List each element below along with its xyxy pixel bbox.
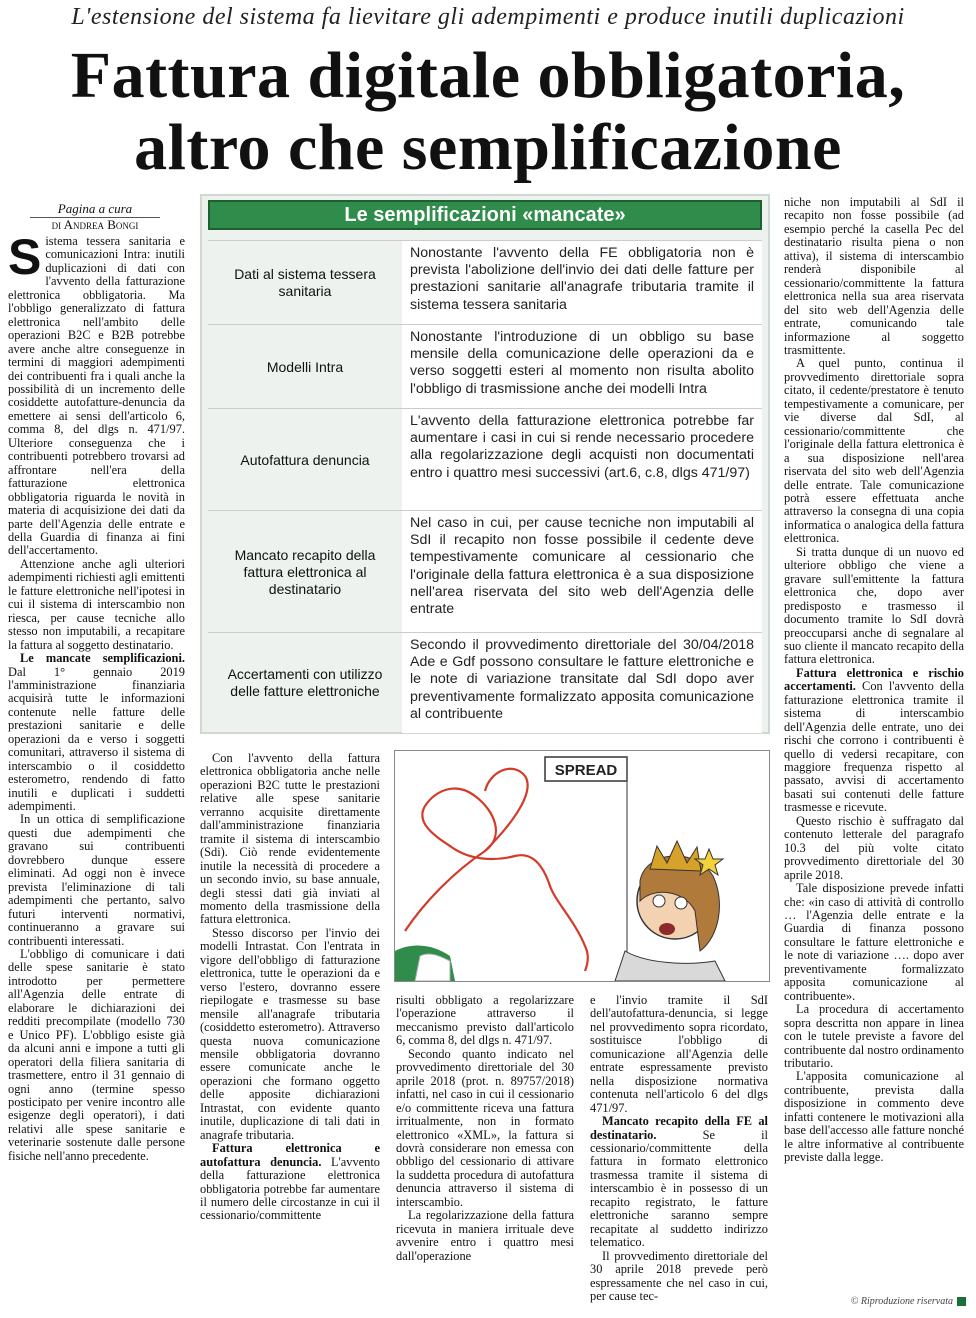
row-text: Secondo il provvedimento direttoriale del 30/04/2018 Ade e Gdf possono consultare le fatture elettroniche e le note di variazione transitate dal SdI dopo aver preventivamente formalizzato apposita comunicazione al contribuente [402,633,762,733]
table-row [208,632,762,733]
paragraph [590,1115,768,1250]
row-text: L'avvento della fatturazione elettronica potrebbe far aumentare i casi in cui si rende necessario procedere alla regolarizzazione degli acquisti non documentati entro i quattro mesi successivi (art.6, c.8, dlgs 471/97) [402,409,762,511]
character-eye [675,897,687,909]
row-label: Mancato recapito della fattura elettronica al destinatario [234,546,376,597]
table-row [208,324,762,409]
kicker: L'estensione del sistema fa lievitare gli adempimenti e produce inutili duplicazioni [71,4,905,30]
paragraph: Tale disposizione prevede infatti che: «in caso di attività di controllo … l'Agenzia delle entrate e la Guardia di finanza possono consultare le fatture elettroniche e le note di variazione …. dopo aver preventivamente formalizzato apposita comunicazione al contribuente». [784,881,964,1003]
row-label: Accertamenti con utilizzo delle fatture elettroniche [227,666,383,699]
paragraph-text: L'avvento della fatturazione elettronica obbligatoria potrebbe far aumentare il numero delle circostanze in cui il cessionario/committente [200,1154,380,1223]
drop-cap: S [8,235,42,285]
section-heading: Fattura elettronica e autofattura denuncia. [200,1141,380,1169]
paragraph: risulti obbligato a regolarizzare l'operazione attraverso il meccanismo previsto dall'articolo 6, comma 8, del dlgs n. 471/97. [396,994,574,1048]
paragraph: Si tratta dunque di un nuovo ed ulteriore obbligo che viene a gravare sull'emittente la fattura elettronica che, dopo aver predisposto e trasmesso il documento tramite lo SdI dovrà preoccuparsi anche di segnalare al suo cliente il mancato recapito della fattura elettronica. [784,544,964,667]
article-column-3 [396,994,574,1308]
paragraph [200,1142,380,1223]
paragraph: Il provvedimento direttoriale del 30 aprile 2018 prevede però espressamente che nel caso in cui, per cause tec- [590,1248,768,1303]
byline-label: Pagina a cura [30,202,160,218]
table-row [208,510,762,633]
row-label: Modelli Intra [266,358,344,375]
article-column-1 [8,235,185,1311]
headline-line-2: altro che semplificazione [134,111,842,184]
article-column-4 [590,994,768,1308]
paragraph: La regolarizzazione della fattura ricevuta in maniera irrituale deve avvenire entro i quattro mesi dall'operazione [396,1208,574,1263]
row-text: Nonostante l'introduzione di un obbligo su base mensile della comunicazione delle operazioni da e verso soggetti esteri al momento non risulta abolito l'obbligo di trasmissione anche dei modelli Intra [402,325,762,409]
section-heading: Le mancate semplificazioni. [20,651,185,666]
paragraph: A quel punto, continua il provvedimento direttoriale sopra citato, il cedente/prestatore è tenuto tempestivamente a comunicare, per vie diverse dal SdI, al cessionario/committente che l'originale della fattura elettronica è a sua disposizione nell'area riservata del sito web dell'Agenzia delle entrate. Tale comunicazione potrà essere effettuata anche attraverso la consegna di una copia informatica o analogica della fattura elettronica. [784,356,964,546]
paragraph: Attenzione anche agli ulteriori adempimenti richiesti agli emittenti le fatture elettroniche nell'ipotesi in cui il sistema di interscambio non riesca, per cause tecniche allo stesso non imputabili, a recapitare la fattura al soggetto destinatario. [8,556,185,652]
paragraph: La procedura di accertamento sopra descritta non appare in linea con le tutele previste a favore del contribuente dal nostro ordinamento tributario. [784,1002,964,1070]
spread-line [405,789,588,971]
spread-line-loop [485,769,528,851]
row-text: Nel caso in cui, per cause tecniche non imputabili al SdI il recapito non fosse possibile il cedente deve tempestivamente comunicare al cessionario che l'originale della fattura elettronica è a sua disposizione nell'area riservata del sito web dell'Agenzia delle entrate [402,511,762,633]
paragraph-text: Se il cessionario/committente della fattura in formato elettronico trasmessa tramite il sistema di interscambio è in possesso di un recapito registrato, le fatture elettroniche saranno sempre recapitate al suddetto indirizzo telematico. [590,1127,768,1250]
character-body [615,951,725,981]
character-eye [653,895,665,907]
section-heading: Fattura elettronica e rischio accertamenti. [784,665,964,694]
row-label: Dati al sistema tessera sanitaria [234,266,376,299]
paragraph: L'obbligo di comunicare i dati delle spese sanitarie è stato introdotto per permettere all'Agenzia delle entrate di elaborare le dichiarazioni dei redditi precompilate (modello 730 e Unico PF). L'obbligo esiste già da alcuni anni e impone a tutti gli operatori della filiera sanitaria di trasmettere, entro il 31 gennaio di ogni anno (termine spesso posticipato per venire incontro alle esigenze degli operatori), i dati relativi alle spese sanitarie e veterinarie sostenute dalle persone fisiche nell'anno precedente. [8,947,185,1163]
article-column-2 [200,752,380,1308]
copyright-text: © Riproduzione riservata [850,1296,953,1307]
paragraph-text: Dal 1° gennaio 2019 l'amministrazione finanziaria acquisirà tutte le informazioni contenute nelle fatture delle prestazioni sanitarie e delle operazioni da e verso i soggetti comunitari, attraverso il sistema di interscambio o il cosiddetto esterometro, rendendo di fatto inutili e duplicati i suddetti adempimenti. [8,664,185,814]
end-mark-icon [957,1297,966,1306]
character-mouth [659,923,675,935]
paragraph: niche non imputabili al SdI il recapito non fosse possibile (ad esempio perché la casella Pec del destinatario risulta piena o non attiva), il sistema di interscambio renderà disponibile al cessionario/committente la fattura elettronica nella sua area riservata del sito web dell'Agenzia delle entrate, comunicando tale informazione al soggetto trasmittente. [784,196,964,357]
paragraph: Secondo quanto indicato nel provvedimento direttoriale del 30 aprile 2018 (prot. n. 89757/2018) infatti, nel caso in cui il cessionario e/o committente riceva una fattura irritualmente, non in formato elettronico «XML», la fattura si dovrà considerare non emessa con obbligo del cessionario di attivare la suddetta procedura di autofattura denuncia attraverso il sistema di interscambio. [396,1046,574,1209]
paragraph [784,667,964,815]
copyright-notice [790,1296,966,1307]
cartoon-illustration [394,750,770,982]
crown-icon [650,841,701,871]
table-row [208,240,762,325]
paragraph: Stesso discorso per l'invio dei modelli Intrastat. Con l'entrata in vigore dell'obbligo di fatturazione elettronica, tutte le operazioni da e verso l'estero, dovranno essere riepilogate e trasmesse su base mensile all'anagrafe tributaria (cosiddetto esterometro). Attraverso questa nuova comunicazione mensile obbligatoria dovranno essere comunicate anche le operazioni che formano oggetto delle apposite dichiarazioni Intrastat, con evidente quanto inutile, duplicazione di tali dati in anagrafe tributaria. [200,925,380,1142]
table-row [208,408,762,511]
byline-author: di Andrea Bongi [51,217,139,232]
flag-white [415,954,450,981]
paragraph [8,652,185,813]
paragraph-text: Con l'avvento della fatturazione elettronica tramite il sistema di interscambio dell'Agenzia delle entrate, uno dei rischi che corrono i contribuenti è quello di vedersi recapitare, con maggiore frequenza rispetto al passato, avvisi di accertamento basati sui contenuti delle fatture trasmesse e ricevute. [784,679,964,815]
headline-line-1: Fattura digitale obbligatoria, [70,39,906,112]
cartoon-caption: SPREAD [554,762,618,779]
sidebar-box [200,194,770,734]
cartoon-drawing [395,751,769,981]
paragraph: e l'invio tramite il SdI dell'autofattura-denuncia, si legge nel provvedimento sopra ricordato, sostituisce l'obbligo di comunicazione all'Agenzia delle entrate espressamente previsto nella disposizione normativa contenuta nell'articolo 6 del dlgs 471/97. [590,994,768,1115]
box-title: Le semplificazioni «mancate» [208,200,762,230]
paragraph: Questo rischio è suffragato dal contenuto letterale del paragrafo 10.3 del più volte citato provvedimento direttoriale del 30 aprile 2018. [784,813,964,882]
row-label: Autofattura denuncia [240,451,370,468]
paragraph: L'apposita comunicazione al contribuente, prevista dalla disposizione in commento deve infatti contenere le motivazioni alla base dell'accesso alle fatture nonché le altre informative al contribuente previste dalla legge. [784,1069,964,1165]
paragraph: istema tessera sanitaria e comunicazioni Intra: inutili duplicazioni di dati con l'avvento della fatturazione elettronica obbligatoria. Ma l'obbligo generalizzato di fattura elettronica nell'ambito delle operazioni B2C e B2B potrebbe avere anche altre conseguenze in termini di maggiori adempimenti dei contribuenti fra i quali anche la possibilità di un incremento delle cosiddette autofatture-denuncia da emettere ai sensi dell'articolo 6, comma 8, del dlgs n. 471/97. Ulteriore conseguenza che i contribuenti potrebbero trovarsi ad affrontare nell'era della fatturazione elettronica obbligatoria riguarda le novità in materia di acquisizione dei dati da parte dell'Agenzia delle entrate e della Guardia di finanza ai fini dell'accertamento. [8,235,185,558]
section-heading: Mancato recapito della FE al destinatario. [590,1114,768,1142]
paragraph: In un ottica di semplificazione questi due adempimenti che gravano sui contribuenti dovrebbero dunque essere eliminati. Ad oggi non è invece prevista l'eliminazione di tali adempimenti che pertanto, salvo futuri interventi normativi, continueranno a gravare sui contribuenti interessati. [8,812,185,948]
article-column-5 [784,196,964,1312]
paragraph: Con l'avvento della fattura elettronica obbligatoria anche nelle operazioni B2C tutte le prestazioni relative alle spese sanitarie verranno acquisite direttamente dall'amministrazione finanziaria tramite il sistema di interscambio (Sdi). Ciò rende evidentemente inutile la necessità di procedere a un secondo invio, su base annuale, degli stessi dati già inviati al momento della trasmissione della fattura elettronica. [200,752,380,927]
row-text: Nonostante l'avvento della FE obbligatoria non è prevista l'abolizione dell'invio dei dati delle fatture per prestazioni sanitarie all'anagrafe tributaria tramite il sistema tessera sanitaria [402,241,762,325]
byline [30,202,160,232]
headline [0,40,976,184]
